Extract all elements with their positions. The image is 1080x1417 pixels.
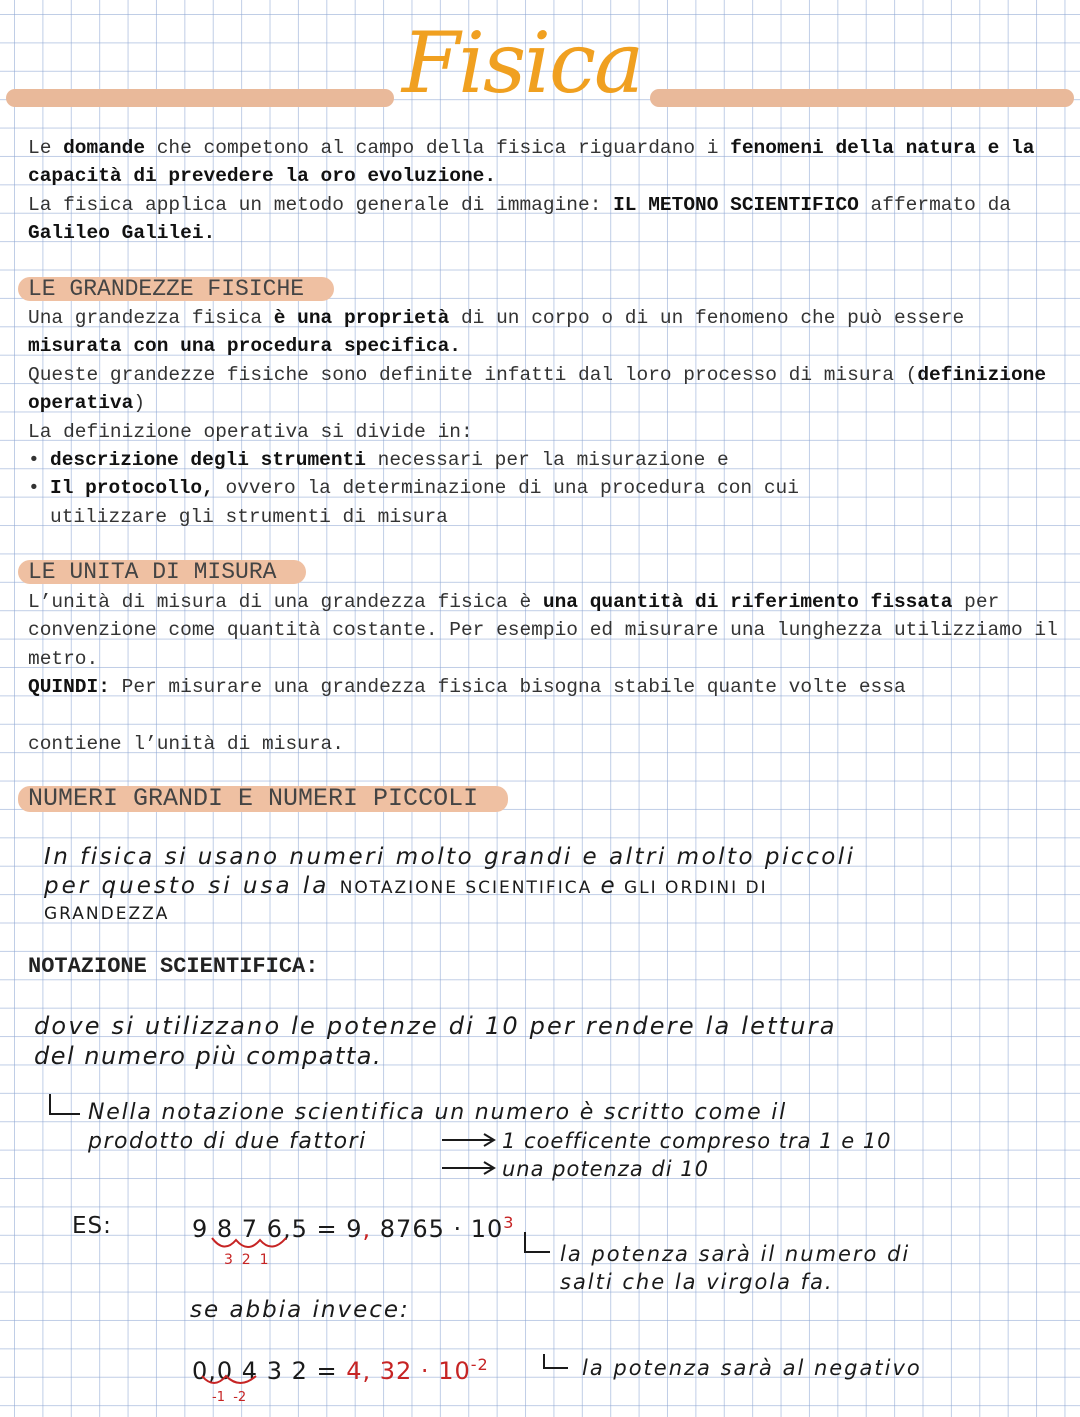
text: La definizione operativa si divide in: bbox=[28, 420, 473, 443]
arrow-bracket-icon bbox=[520, 1230, 560, 1260]
text: 8765 · 10 bbox=[371, 1215, 504, 1243]
text: necessari per la misurazione e bbox=[365, 449, 729, 472]
caps-text: NOTAZIONE SCIENTIFICA bbox=[339, 878, 593, 898]
bold-text: è una proprietà bbox=[273, 307, 450, 329]
red-comma: , bbox=[362, 1215, 372, 1243]
section-heading-grandezze: LE GRANDEZZE FISICHE bbox=[18, 277, 334, 301]
exponent: -2 bbox=[470, 1355, 489, 1374]
intro-paragraph bbox=[28, 134, 1058, 248]
bold-text: descrizione degli strumenti bbox=[50, 449, 366, 472]
bullet-icon: • bbox=[28, 477, 40, 500]
bullet-icon: • bbox=[28, 449, 40, 472]
bold-text: una quantità di riferimento fissata bbox=[542, 591, 953, 613]
text: Una grandezza fisica bbox=[28, 307, 274, 329]
intro-bold: IL METONO SCIENTIFICO bbox=[613, 193, 859, 216]
text: per convenzione come quantità costante. Per esempio ed misurare una lunghezza utilizziamo il metro. bbox=[28, 591, 1070, 670]
notation-heading: NOTAZIONE SCIENTIFICA: bbox=[28, 954, 319, 979]
page-title: Fisica bbox=[401, 14, 643, 112]
text: 9 8 7 6,5 = bbox=[192, 1215, 347, 1243]
handwritten-line: dove si utilizzano le potenze di 10 per rendere la lettura bbox=[34, 1012, 837, 1040]
text: contiene l’unità di misura. bbox=[28, 733, 344, 756]
handwritten-line: del numero più compatta. bbox=[34, 1042, 383, 1070]
intro-text: La fisica applica un metodo generale di immagine: bbox=[28, 193, 614, 216]
section-heading-unita: LE UNITA DI MISURA bbox=[18, 560, 306, 584]
title-bar-left bbox=[6, 89, 394, 107]
bold-text: QUINDI: bbox=[28, 676, 110, 699]
handwritten-line: una potenza di 10 bbox=[502, 1157, 709, 1181]
handwritten-line: la potenza sarà il numero di bbox=[560, 1242, 911, 1266]
handwritten-line: salti che la virgola fa. bbox=[560, 1270, 834, 1294]
text: per questo si usa la bbox=[44, 873, 340, 899]
intro-text: affermato da bbox=[858, 193, 1023, 216]
text: Queste grandezze fisiche sono definite infatti dal loro processo di misura ( bbox=[28, 363, 918, 386]
handwritten-line: GRANDEZZA bbox=[44, 904, 170, 924]
jump-arcs-icon bbox=[200, 1372, 280, 1392]
handwritten-line: In fisica si usano numeri molto grandi e altri molto piccoli bbox=[44, 844, 856, 870]
handwritten-line: la potenza sarà al negativo bbox=[582, 1356, 922, 1380]
text: 4, 32 · 10 bbox=[346, 1357, 471, 1385]
text: 9 bbox=[346, 1215, 363, 1243]
jump-numbers: -1 -2 bbox=[212, 1390, 247, 1405]
exponent: 3 bbox=[503, 1213, 515, 1232]
intro-bold: Galileo Galilei. bbox=[28, 222, 216, 245]
text: ovvero la determinazione di una procedura con cui bbox=[213, 477, 799, 500]
intro-text: Le bbox=[28, 137, 64, 159]
caps-text: GLI ORDINI DI bbox=[624, 878, 768, 898]
arrow-bracket-icon bbox=[44, 1092, 84, 1122]
jump-numbers: 3 2 1 bbox=[224, 1252, 269, 1268]
handwritten-line: 1 coefficente compreso tra 1 e 10 bbox=[502, 1129, 892, 1153]
intro-bold: fenomeni della natura e la capacità di prevedere la oro evoluzione. bbox=[28, 137, 1047, 188]
text: di un corpo o di un fenomeno che può essere bbox=[449, 307, 976, 329]
section1-paragraph bbox=[28, 304, 1058, 531]
handwritten-line bbox=[44, 872, 768, 903]
example-label: ES: bbox=[72, 1213, 112, 1239]
text: ) bbox=[133, 392, 146, 415]
bold-text: definizione operativa bbox=[28, 363, 1058, 415]
handwritten-line: se abbia invece: bbox=[190, 1297, 410, 1323]
bold-text: misurata con una procedura specifica. bbox=[28, 335, 461, 358]
section2-paragraph bbox=[28, 588, 1070, 758]
section-heading-numeri: NUMERI GRANDI E NUMERI PICCOLI bbox=[18, 786, 508, 812]
title-bar-right bbox=[650, 89, 1074, 107]
handwritten-line: Nella notazione scientifica un numero è scritto come il bbox=[88, 1100, 788, 1125]
arrow-bracket-icon bbox=[540, 1352, 580, 1382]
arrow-right-icon bbox=[440, 1130, 500, 1150]
text: e bbox=[592, 873, 624, 899]
text: 0,0 4 3 2 = bbox=[192, 1357, 347, 1385]
bold-text: Il protocollo, bbox=[50, 477, 214, 500]
intro-bold: domande bbox=[63, 137, 146, 159]
arrow-right-icon bbox=[440, 1158, 500, 1178]
text: Per misurare una grandezza fisica bisogna stabile quante volte essa bbox=[109, 676, 906, 699]
handwritten-line: prodotto di due fattori bbox=[88, 1129, 367, 1154]
text: L’unità di misura di una grandezza fisica è bbox=[28, 591, 543, 613]
text: utilizzare gli strumenti di misura bbox=[50, 505, 448, 528]
indent bbox=[28, 503, 50, 531]
intro-text: che competono al campo della fisica riguardano i bbox=[145, 137, 731, 159]
